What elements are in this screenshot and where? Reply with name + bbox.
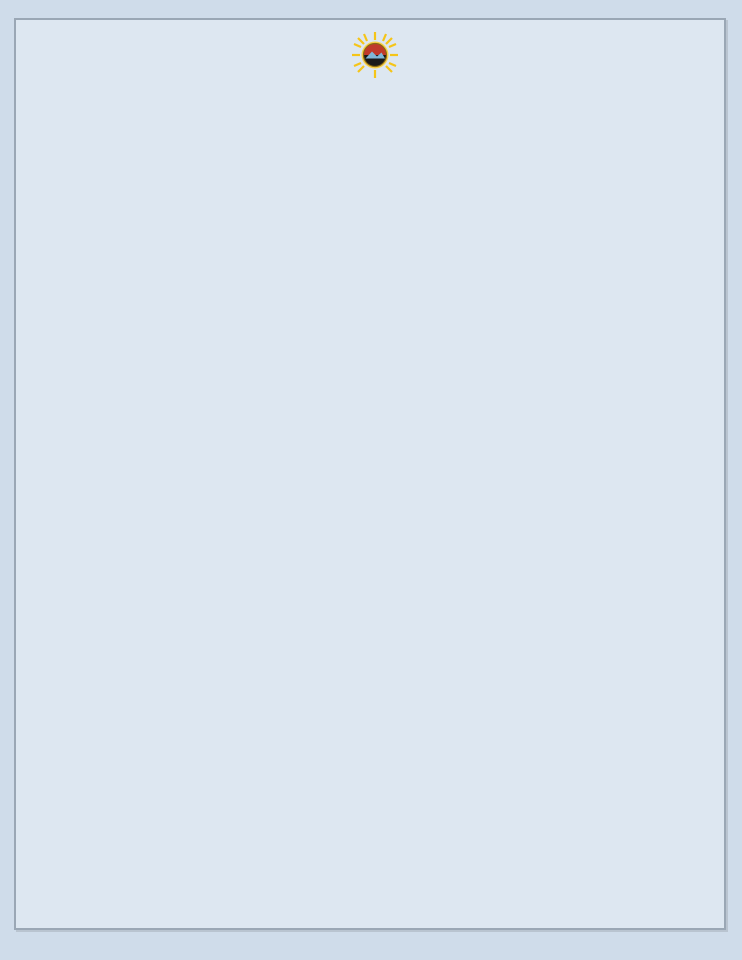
sun-emblem-icon (352, 32, 398, 78)
logo-container (243, 30, 507, 78)
ministry-english-block (28, 30, 243, 34)
document-header (16, 20, 724, 78)
forecast-sheet (14, 18, 726, 930)
